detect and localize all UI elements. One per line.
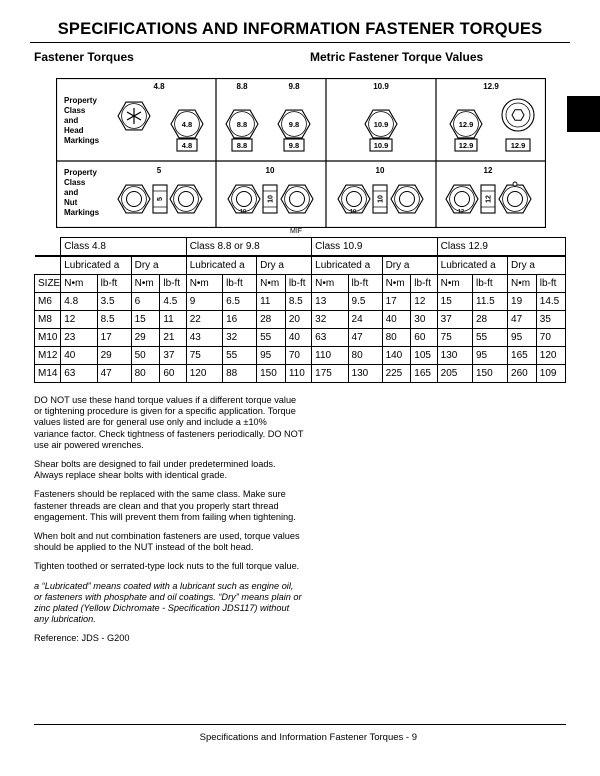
size-cell: M8 <box>35 311 61 329</box>
svg-text:12: 12 <box>485 195 493 203</box>
unit-header: lb-ft <box>160 275 186 293</box>
torque-value-cell: 95 <box>473 347 508 365</box>
definition-note: a “Lubricated” means coated with a lubricant such as engine oil, or fasteners with phosphate and oil coatings. “Dry” means plain or zinc plated (Yellow Dichromate - Specification JDS117) without any lubrication. <box>34 580 302 625</box>
class-header: Class 10.9 <box>312 238 437 257</box>
torque-value-cell: 120 <box>186 365 222 383</box>
torque-value-cell: 95 <box>257 347 286 365</box>
unit-header: lb-ft <box>473 275 508 293</box>
torque-value-cell: 37 <box>437 311 472 329</box>
torque-value-cell: 110 <box>285 365 311 383</box>
bolt-9-8-markings <box>278 82 310 151</box>
torque-value-cell: 24 <box>348 311 382 329</box>
section-tab-marker <box>567 96 600 132</box>
torque-value-cell: 23 <box>61 329 97 347</box>
torque-value-cell: 28 <box>257 311 286 329</box>
torque-value-cell: 109 <box>536 365 565 383</box>
torque-value-cell: 9.5 <box>348 293 382 311</box>
nut-10-markings-a <box>228 166 313 215</box>
torque-value-cell: 40 <box>382 311 411 329</box>
lubricated-header: Lubricated a <box>312 256 382 275</box>
lubricated-header: Lubricated a <box>61 256 131 275</box>
svg-text:8.8: 8.8 <box>236 82 248 91</box>
dry-header: Dry a <box>257 256 312 275</box>
unit-header: N•m <box>312 275 348 293</box>
lubricated-header: Lubricated a <box>437 256 507 275</box>
table-row <box>35 293 566 311</box>
torque-value-cell: 40 <box>285 329 311 347</box>
svg-text:9.8: 9.8 <box>288 141 300 150</box>
svg-text:8.8: 8.8 <box>236 120 248 129</box>
class-header: Class 8.8 or 9.8 <box>186 238 311 257</box>
torque-value-cell: 35 <box>536 311 565 329</box>
svg-text:12.9: 12.9 <box>458 141 474 150</box>
svg-text:4.8: 4.8 <box>181 141 193 150</box>
section-title: Fastener Torques <box>34 50 134 64</box>
nut-10-markings-b <box>338 166 423 215</box>
torque-value-cell: 40 <box>61 347 97 365</box>
note-paragraph: Tighten toothed or serrated-type lock nuts to the full torque value. <box>34 561 300 572</box>
torque-value-cell: 9 <box>186 293 222 311</box>
corner-cell <box>35 256 61 275</box>
svg-text:10: 10 <box>267 195 275 203</box>
svg-text:12: 12 <box>483 166 493 175</box>
torque-value-cell: 75 <box>437 329 472 347</box>
unit-header: lb-ft <box>97 275 131 293</box>
torque-value-cell: 47 <box>97 365 131 383</box>
torque-value-cell: 4.5 <box>160 293 186 311</box>
svg-text:5: 5 <box>157 197 164 201</box>
torque-value-cell: 8.5 <box>97 311 131 329</box>
unit-header: N•m <box>257 275 286 293</box>
fastener-markings-diagram <box>56 78 546 228</box>
svg-text:10: 10 <box>377 195 385 203</box>
torque-value-cell: 80 <box>131 365 160 383</box>
torque-value-cell: 21 <box>160 329 186 347</box>
unit-header: lb-ft <box>411 275 437 293</box>
table-row <box>35 347 566 365</box>
torque-value-cell: 55 <box>223 347 257 365</box>
unit-header: N•m <box>437 275 472 293</box>
dry-header: Dry a <box>508 256 566 275</box>
svg-text:10.9: 10.9 <box>373 141 389 150</box>
svg-text:9.8: 9.8 <box>288 82 300 91</box>
torque-value-cell: 55 <box>257 329 286 347</box>
torque-value-cell: 165 <box>411 365 437 383</box>
table-row <box>35 329 566 347</box>
page-footer: Specifications and Information Fastener Torques - 9 <box>199 732 417 743</box>
bolt-12-9-markings <box>450 82 534 151</box>
torque-value-cell: 37 <box>160 347 186 365</box>
figure-caption: MIF <box>290 228 303 235</box>
torque-rows <box>35 293 566 383</box>
svg-text:10.9: 10.9 <box>373 82 389 91</box>
footer-rule <box>34 724 566 725</box>
torque-value-cell: 3.5 <box>97 293 131 311</box>
note-paragraph: DO NOT use these hand torque values if a different torque value or tightening procedure is given for a specific application. Torque values listed are for general use only and include a ±10% variance factor. Check tightness of fasteners periodically. DO NOT use air powered wrenches. <box>34 395 304 450</box>
torque-value-cell: 260 <box>508 365 537 383</box>
torque-value-cell: 80 <box>348 347 382 365</box>
torque-value-cell: 6 <box>131 293 160 311</box>
svg-text:12.9: 12.9 <box>458 120 474 129</box>
svg-text:4.8: 4.8 <box>153 82 165 91</box>
torque-values-table <box>34 237 566 383</box>
unit-header-row <box>35 275 566 293</box>
torque-value-cell: 22 <box>186 311 222 329</box>
table-row <box>35 311 566 329</box>
svg-text:10.9: 10.9 <box>373 120 389 129</box>
torque-value-cell: 205 <box>437 365 472 383</box>
class-header-row <box>35 238 566 257</box>
class-header: Class 12.9 <box>437 238 565 257</box>
class-header: Class 4.8 <box>61 238 186 257</box>
table-row <box>35 365 566 383</box>
torque-value-cell: 50 <box>131 347 160 365</box>
note-paragraph: When bolt and nut combination fasteners are used, torque values should be applied to the NUT instead of the bolt head. <box>34 531 300 553</box>
bolt-4-8-markings <box>118 82 203 151</box>
torque-value-cell: 11 <box>160 311 186 329</box>
torque-value-cell: 29 <box>131 329 160 347</box>
svg-text:10: 10 <box>239 209 247 215</box>
nut-row-label: Property Class and Nut Markings <box>64 168 100 217</box>
torque-value-cell: 225 <box>382 365 411 383</box>
torque-value-cell: 105 <box>411 347 437 365</box>
torque-value-cell: 165 <box>508 347 537 365</box>
note-paragraph: Shear bolts are designed to fail under predetermined loads. Always replace shear bolts with identical grade. <box>34 459 276 481</box>
unit-header: N•m <box>186 275 222 293</box>
torque-value-cell: 55 <box>473 329 508 347</box>
torque-value-cell: 130 <box>437 347 472 365</box>
nut-12-markings <box>446 166 531 215</box>
size-header: SIZE <box>35 275 61 293</box>
torque-value-cell: 110 <box>312 347 348 365</box>
torque-value-cell: 6.5 <box>223 293 257 311</box>
torque-value-cell: 63 <box>312 329 348 347</box>
size-cell: M12 <box>35 347 61 365</box>
svg-text:4.8: 4.8 <box>181 120 193 129</box>
lubricated-header: Lubricated a <box>186 256 256 275</box>
torque-value-cell: 95 <box>508 329 537 347</box>
unit-header: N•m <box>508 275 537 293</box>
torque-value-cell: 13 <box>312 293 348 311</box>
unit-header: N•m <box>61 275 97 293</box>
torque-value-cell: 150 <box>257 365 286 383</box>
torque-value-cell: 60 <box>160 365 186 383</box>
torque-value-cell: 80 <box>382 329 411 347</box>
torque-value-cell: 88 <box>223 365 257 383</box>
bolt-10-9-markings <box>365 82 397 151</box>
torque-value-cell: 47 <box>508 311 537 329</box>
torque-value-cell: 140 <box>382 347 411 365</box>
svg-text:10: 10 <box>375 166 385 175</box>
torque-value-cell: 11.5 <box>473 293 508 311</box>
torque-value-cell: 63 <box>61 365 97 383</box>
torque-value-cell: 150 <box>473 365 508 383</box>
torque-value-cell: 120 <box>536 347 565 365</box>
torque-value-cell: 15 <box>437 293 472 311</box>
torque-value-cell: 17 <box>382 293 411 311</box>
torque-value-cell: 8.5 <box>285 293 311 311</box>
torque-value-cell: 43 <box>186 329 222 347</box>
size-cell: M10 <box>35 329 61 347</box>
torque-value-cell: 20 <box>285 311 311 329</box>
torque-value-cell: 32 <box>223 329 257 347</box>
svg-text:12.9: 12.9 <box>510 141 526 150</box>
svg-text:9.8: 9.8 <box>288 120 300 129</box>
torque-value-cell: 11 <box>257 293 286 311</box>
torque-value-cell: 19 <box>508 293 537 311</box>
torque-value-cell: 30 <box>411 311 437 329</box>
torque-value-cell: 28 <box>473 311 508 329</box>
torque-value-cell: 32 <box>312 311 348 329</box>
unit-header: lb-ft <box>348 275 382 293</box>
header-rule <box>30 42 570 43</box>
bolt-8-8-markings <box>226 82 258 151</box>
unit-header: N•m <box>131 275 160 293</box>
page-title: SPECIFICATIONS AND INFORMATION FASTENER TORQUES <box>57 20 543 38</box>
dry-header: Dry a <box>382 256 437 275</box>
torque-value-cell: 17 <box>97 329 131 347</box>
size-cell: M14 <box>35 365 61 383</box>
unit-header: lb-ft <box>223 275 257 293</box>
torque-value-cell: 130 <box>348 365 382 383</box>
torque-value-cell: 47 <box>348 329 382 347</box>
torque-value-cell: 70 <box>285 347 311 365</box>
svg-text:8.8: 8.8 <box>236 141 248 150</box>
section-subtitle: Metric Fastener Torque Values <box>310 50 484 64</box>
torque-value-cell: 29 <box>97 347 131 365</box>
condition-header-row <box>35 256 566 275</box>
svg-text:12: 12 <box>457 209 465 215</box>
svg-text:10: 10 <box>265 166 275 175</box>
nut-5-markings <box>118 166 202 213</box>
svg-text:10: 10 <box>349 209 357 215</box>
notes-section <box>34 395 304 653</box>
torque-value-cell: 4.8 <box>61 293 97 311</box>
bolt-row-label: Property Class and Head Markings <box>64 96 100 145</box>
torque-value-cell: 75 <box>186 347 222 365</box>
svg-text:12.9: 12.9 <box>483 82 499 91</box>
torque-value-cell: 60 <box>411 329 437 347</box>
unit-header: lb-ft <box>536 275 565 293</box>
size-cell: M6 <box>35 293 61 311</box>
torque-value-cell: 12 <box>411 293 437 311</box>
torque-value-cell: 16 <box>223 311 257 329</box>
torque-value-cell: 70 <box>536 329 565 347</box>
unit-header: N•m <box>382 275 411 293</box>
torque-value-cell: 15 <box>131 311 160 329</box>
dry-header: Dry a <box>131 256 186 275</box>
svg-text:5: 5 <box>156 166 162 175</box>
torque-value-cell: 12 <box>61 311 97 329</box>
corner-cell <box>35 238 61 257</box>
note-paragraph: Fasteners should be replaced with the same class. Make sure fastener threads are clean and that you properly start thread engagement. This will prevent them from failing when tightening. <box>34 489 296 522</box>
torque-value-cell: 14.5 <box>536 293 565 311</box>
unit-header: lb-ft <box>285 275 311 293</box>
torque-value-cell: 175 <box>312 365 348 383</box>
reference: Reference: JDS - G200 <box>34 633 130 644</box>
